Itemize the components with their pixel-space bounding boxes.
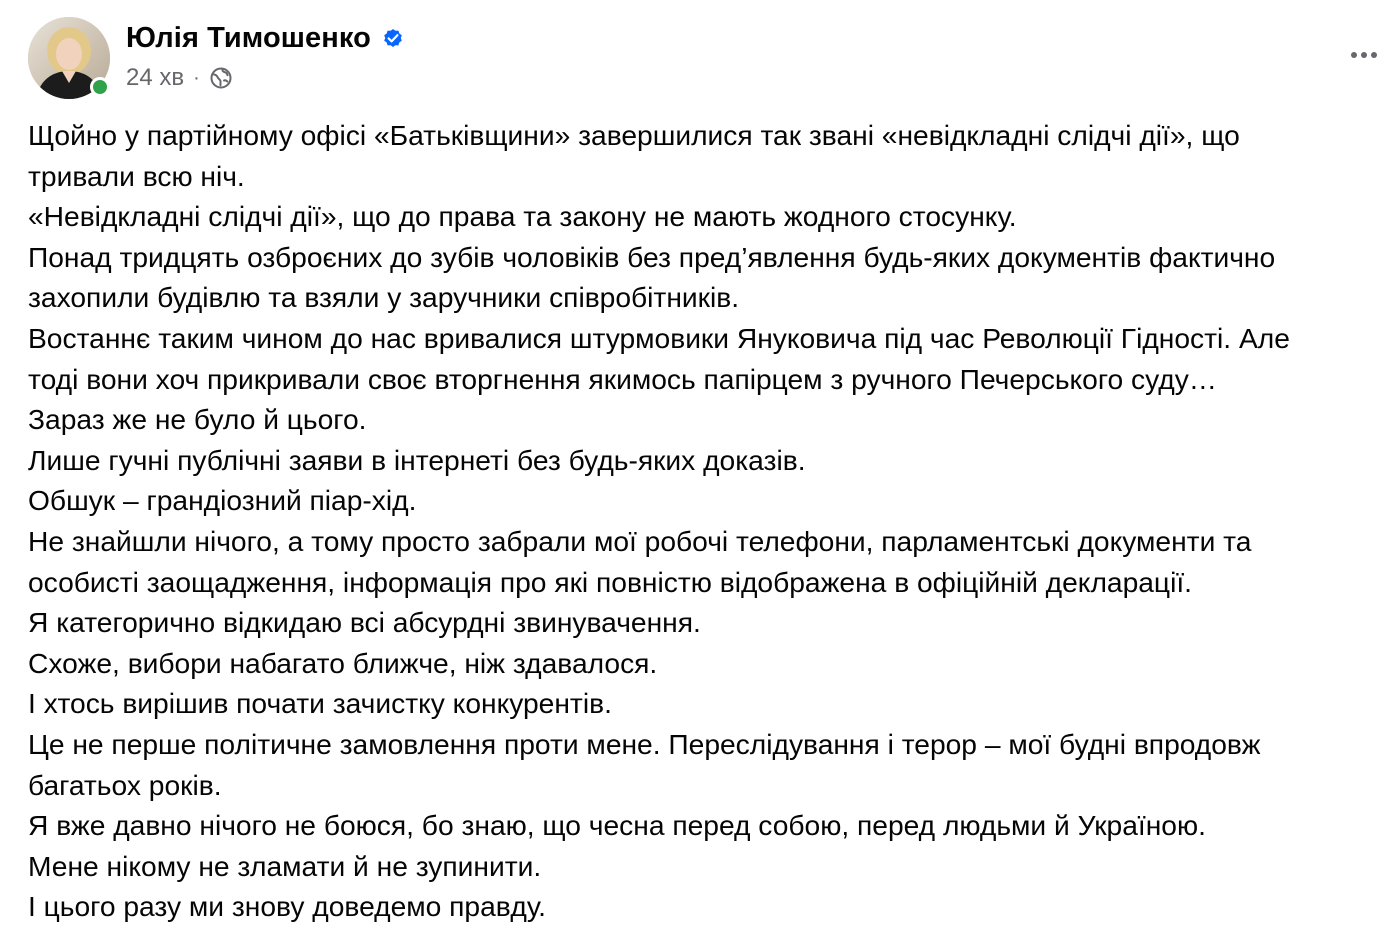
post-text-line: особисті заощадження, інформація про які повністю відображена в офіційній декларації. xyxy=(28,565,1193,598)
post-text-line: «Невідкладні слідчі дії», що до права та закону не мають жодного стосунку. xyxy=(28,200,1017,233)
post-text-line: Щойно у партійному офісі «Батьківщини» завершилися так звані «невідкладні слідчі дії», що xyxy=(28,119,1240,151)
post-text-line: Обшук – грандіозний піар-хід. xyxy=(28,484,417,517)
meta-separator: · xyxy=(193,66,200,89)
post-text-line: Не знайшли нічого, а тому просто забрали мої робочі телефони, парламентські документи та xyxy=(28,524,1252,557)
post-timestamp[interactable]: 24 хв xyxy=(126,64,185,91)
post-text-line: багатьох років. xyxy=(28,768,222,801)
post-text-line: І цього разу ми знову доведемо правду. xyxy=(28,890,546,923)
author-name[interactable]: Юлія Тимошенко xyxy=(126,21,371,54)
post-text-line: І хтось вирішив почати зачистку конкурентів. xyxy=(28,687,612,720)
dot xyxy=(1361,52,1367,58)
post-text-line: Я вже давно нічого не боюся, бо знаю, що чесна перед собою, перед людьми й Україною. xyxy=(28,809,1206,842)
post-text-line: Схоже, вибори набагато ближче, ніж здавалося. xyxy=(28,646,658,679)
more-options-icon[interactable] xyxy=(1342,38,1386,72)
dot xyxy=(1351,52,1357,58)
online-status-indicator xyxy=(90,77,110,97)
post-text-line: Я категорично відкидаю всі абсурдні звинувачення. xyxy=(28,606,701,639)
verified-badge-icon xyxy=(381,26,405,50)
post-text-line: Мене нікому не зламати й не зупинити. xyxy=(28,849,542,882)
dot xyxy=(1371,52,1377,58)
post-text-line: тоді вони хоч прикривали своє вторгнення якимось папірцем з ручного Печерського суду… xyxy=(28,362,1217,395)
post-text-line: Востаннє таким чином до нас вривалися штурмовики Януковича під час Революції Гідності. Але xyxy=(28,321,1290,354)
globe-icon[interactable] xyxy=(209,66,233,90)
post-header xyxy=(126,20,405,56)
post-text-line: Це не перше політичне замовлення проти мене. Переслідування і терор – мої будні впродовж xyxy=(28,727,1261,760)
post-text-line: захопили будівлю та взяли у заручники співробітників. xyxy=(28,281,740,314)
post-text xyxy=(28,115,1390,927)
post-text-line: тривали всю ніч. xyxy=(28,159,245,192)
post-text-line: Зараз же не було й цього. xyxy=(28,403,367,436)
post-text-line: Лише гучні публічні заяви в інтернеті без будь-яких доказів. xyxy=(28,443,806,476)
post-meta xyxy=(126,62,233,94)
post-text-line: Понад тридцять озброєних до зубів чоловіків без пред’явлення будь-яких документів фактично xyxy=(28,240,1276,273)
author-avatar[interactable] xyxy=(28,17,110,99)
